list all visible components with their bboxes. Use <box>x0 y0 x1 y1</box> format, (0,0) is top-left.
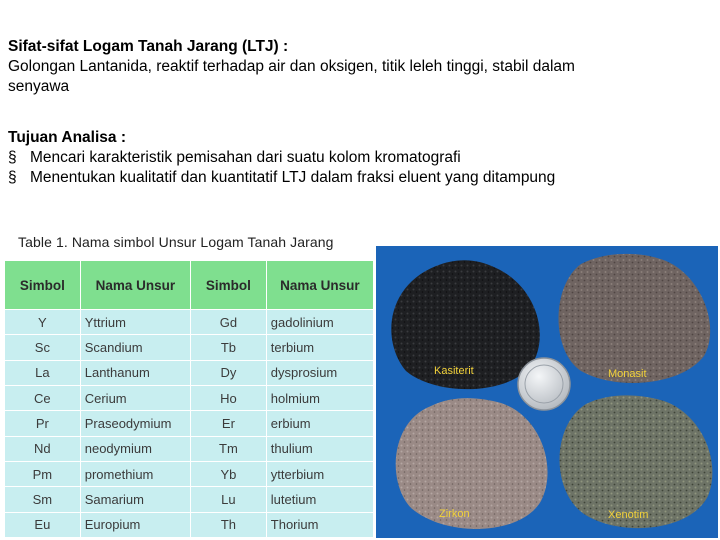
label-monasit: Monasit <box>608 368 647 380</box>
cell-symbol: Tb <box>191 335 267 360</box>
label-kasiterit: Kasiterit <box>434 365 474 377</box>
table-row <box>5 310 374 335</box>
column-header-element-name: Nama Unsur <box>266 261 373 310</box>
cell-symbol: Pr <box>5 411 81 436</box>
cell-element-name: Thorium <box>266 512 373 537</box>
mineral-samples-photo <box>376 246 718 538</box>
cell-element-name: promethium <box>80 461 190 486</box>
intro-section <box>8 37 708 97</box>
table-row <box>5 385 374 410</box>
cell-element-name: Lanthanum <box>80 360 190 385</box>
properties-line-1: Golongan Lantanida, reaktif terhadap air dan oksigen, titik leleh tinggi, stabil dalam <box>8 58 575 75</box>
column-header-symbol: Simbol <box>191 261 267 310</box>
cell-symbol: Ho <box>191 385 267 410</box>
cell-symbol: Pm <box>5 461 81 486</box>
table-row <box>5 487 374 512</box>
cell-element-name: dysprosium <box>266 360 373 385</box>
cell-element-name: terbium <box>266 335 373 360</box>
cell-element-name: erbium <box>266 411 373 436</box>
cell-symbol: La <box>5 360 81 385</box>
cell-symbol: Th <box>191 512 267 537</box>
cell-symbol: Gd <box>191 310 267 335</box>
cell-symbol: Sm <box>5 487 81 512</box>
cell-element-name: ytterbium <box>266 461 373 486</box>
table-row <box>5 335 374 360</box>
cell-element-name: thulium <box>266 436 373 461</box>
goal-item-text: Menentukan kualitatif dan kuantitatif LTJ dalam fraksi eluent yang ditampung <box>30 169 556 186</box>
table-row <box>5 461 374 486</box>
cell-symbol: Lu <box>191 487 267 512</box>
column-header-element-name: Nama Unsur <box>80 261 190 310</box>
goal-item <box>8 168 708 188</box>
goal-section <box>8 128 708 188</box>
element-table-container <box>4 260 374 538</box>
column-header-symbol: Simbol <box>5 261 81 310</box>
cell-element-name: Praseodymium <box>80 411 190 436</box>
properties-heading: Sifat-sifat Logam Tanah Jarang (LTJ) : <box>8 38 289 55</box>
table-row <box>5 411 374 436</box>
label-xenotim: Xenotim <box>608 509 649 521</box>
table-row <box>5 512 374 537</box>
cell-element-name: Cerium <box>80 385 190 410</box>
bullet-icon: § <box>8 169 17 186</box>
cell-element-name: neodymium <box>80 436 190 461</box>
cell-element-name: holmium <box>266 385 373 410</box>
rare-earth-element-table <box>4 260 374 538</box>
goal-item <box>8 148 708 168</box>
cell-symbol: Ce <box>5 385 81 410</box>
table-row <box>5 360 374 385</box>
table-row <box>5 436 374 461</box>
cell-symbol: Y <box>5 310 81 335</box>
cell-symbol: Dy <box>191 360 267 385</box>
table-header-row <box>5 261 374 310</box>
cell-symbol: Yb <box>191 461 267 486</box>
label-zirkon: Zirkon <box>439 508 470 520</box>
goal-item-text: Mencari karakteristik pemisahan dari suatu kolom kromatografi <box>30 149 461 166</box>
mineral-samples-image <box>376 246 718 538</box>
coin-icon <box>518 358 570 410</box>
cell-element-name: Scandium <box>80 335 190 360</box>
bullet-icon: § <box>8 149 17 166</box>
cell-element-name: Europium <box>80 512 190 537</box>
cell-element-name: lutetium <box>266 487 373 512</box>
goal-heading: Tujuan Analisa : <box>8 129 126 146</box>
table-body <box>5 310 374 538</box>
cell-symbol: Er <box>191 411 267 436</box>
cell-element-name: Yttrium <box>80 310 190 335</box>
cell-element-name: Samarium <box>80 487 190 512</box>
cell-symbol: Eu <box>5 512 81 537</box>
zirkon-sample <box>396 398 548 529</box>
cell-symbol: Sc <box>5 335 81 360</box>
cell-element-name: gadolinium <box>266 310 373 335</box>
cell-symbol: Nd <box>5 436 81 461</box>
properties-line-2: senyawa <box>8 78 70 95</box>
cell-symbol: Tm <box>191 436 267 461</box>
table-title: Table 1. Nama simbol Unsur Logam Tanah Jarang <box>18 234 334 250</box>
